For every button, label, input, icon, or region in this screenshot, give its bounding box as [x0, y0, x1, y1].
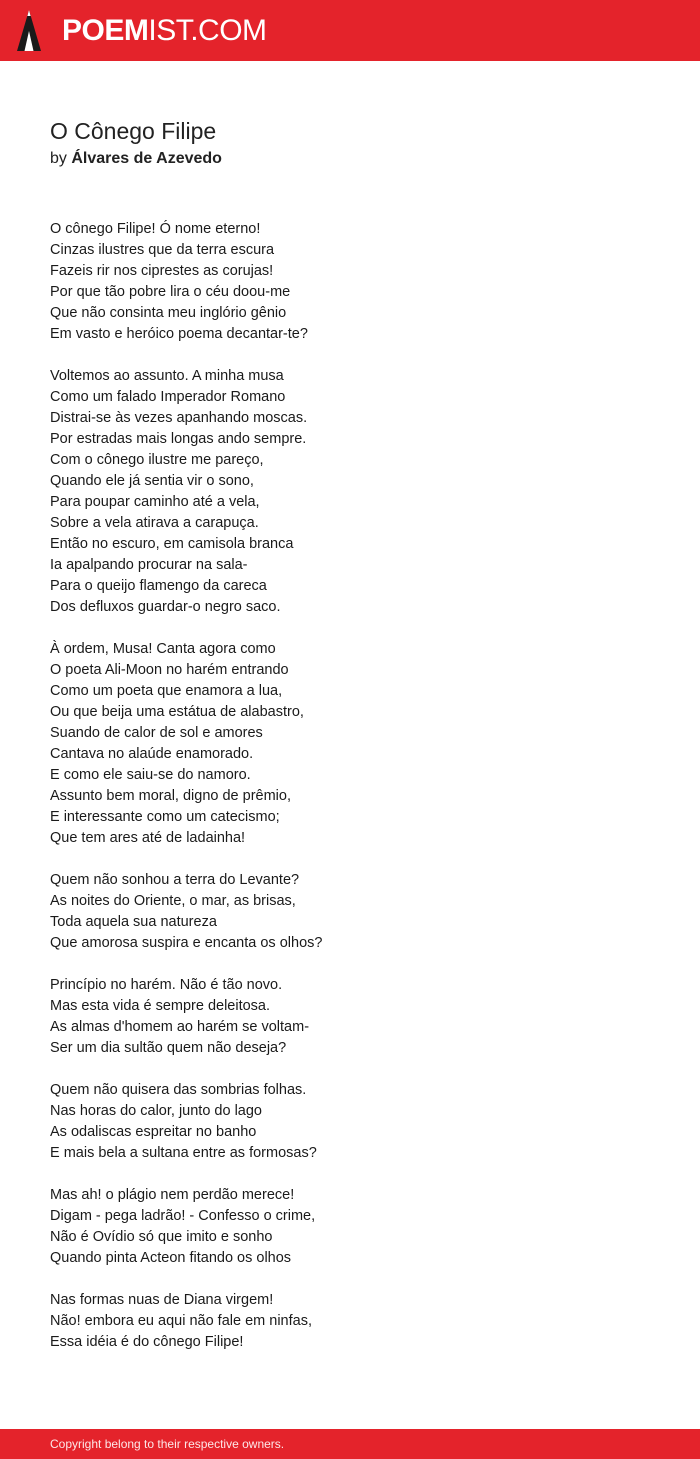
- poem-line: Quem não quisera das sombrias folhas.: [50, 1082, 307, 1098]
- poem-line: Cinzas ilustres que da terra escura: [50, 242, 275, 258]
- poem-stanza: [50, 219, 650, 345]
- poem-stanza: [50, 366, 650, 618]
- poem-line: Distrai-se às vezes apanhando moscas.: [50, 410, 308, 426]
- poem-stanza: [50, 639, 650, 849]
- poem-line: À ordem, Musa! Canta agora como: [50, 641, 276, 657]
- poem-line: As odaliscas espreitar no banho: [50, 1124, 257, 1140]
- poem-line: Mas ah! o plágio nem perdão merece!: [50, 1187, 295, 1203]
- poem-line: Em vasto e heróico poema decantar-te?: [50, 326, 308, 342]
- poem-line: Dos defluxos guardar-o negro saco.: [50, 599, 281, 615]
- poem-line: Assunto bem moral, digno de prêmio,: [50, 788, 291, 804]
- poem-line: Como um poeta que enamora a lua,: [50, 683, 283, 699]
- poem-line: As noites do Oriente, o mar, as brisas,: [50, 893, 296, 909]
- poem-line: Por estradas mais longas ando sempre.: [50, 431, 307, 447]
- poem-line: Princípio no harém. Não é tão novo.: [50, 977, 283, 993]
- copyright-notice: Copyright belong to their respective owners.: [50, 1437, 285, 1451]
- site-header: [0, 0, 700, 61]
- poem-line: Ser um dia sultão quem não deseja?: [50, 1040, 287, 1056]
- poem-line: Sobre a vela atirava a carapuça.: [50, 515, 259, 531]
- poem-byline: [50, 148, 222, 170]
- poem-line: Digam - pega ladrão! - Confesso o crime,: [50, 1208, 316, 1224]
- by-label: by: [50, 150, 67, 167]
- poem-line: Não! embora eu aqui não fale em ninfas,: [50, 1313, 312, 1329]
- poem-line: Toda aquela sua natureza: [50, 914, 217, 930]
- poem-body: [50, 219, 650, 1374]
- poem-line: As almas d'homem ao harém se voltam-: [50, 1019, 310, 1035]
- poem-line: Essa idéia é do cônego Filipe!: [50, 1334, 244, 1350]
- poem-line: E como ele saiu-se do namoro.: [50, 767, 251, 783]
- logo-wordmark-light: IST.COM: [148, 14, 267, 47]
- poem-line: Como um falado Imperador Romano: [50, 389, 286, 405]
- poem-line: Quando pinta Acteon fitando os olhos: [50, 1250, 292, 1266]
- poem-line: Nas formas nuas de Diana virgem!: [50, 1292, 274, 1308]
- logo-wordmark: [62, 16, 267, 46]
- poem-line: O cônego Filipe! Ó nome eterno!: [50, 221, 261, 237]
- poem-stanza: [50, 870, 650, 954]
- site-logo-link[interactable]: [16, 8, 267, 54]
- poem-line: Fazeis rir nos ciprestes as corujas!: [50, 263, 274, 279]
- poem-line: Quando ele já sentia vir o sono,: [50, 473, 254, 489]
- poem-line: Voltemos ao assunto. A minha musa: [50, 368, 284, 384]
- poem-line: O poeta Ali-Moon no harém entrando: [50, 662, 289, 678]
- poem-stanza: [50, 1080, 650, 1164]
- poem-line: Nas horas do calor, junto do lago: [50, 1103, 262, 1119]
- poem-stanza: [50, 1290, 650, 1353]
- logo-wordmark-bold: POEM: [62, 14, 149, 47]
- poem-line: Cantava no alaúde enamorado.: [50, 746, 254, 762]
- poem-stanza: [50, 1185, 650, 1269]
- pencil-tip-icon: [16, 9, 42, 53]
- site-footer: [0, 1429, 700, 1459]
- poem-line: Por que tão pobre lira o céu doou-me: [50, 284, 291, 300]
- poem-line: Não é Ovídio só que imito e sonho: [50, 1229, 273, 1245]
- poem-line: Para poupar caminho até a vela,: [50, 494, 260, 510]
- poem-line: Com o cônego ilustre me pareço,: [50, 452, 264, 468]
- poem-line: Suando de calor de sol e amores: [50, 725, 263, 741]
- poem-stanza: [50, 975, 650, 1059]
- poem-line: Quem não sonhou a terra do Levante?: [50, 872, 300, 888]
- poem-line: Mas esta vida é sempre deleitosa.: [50, 998, 271, 1014]
- poem-title: O Cônego Filipe: [50, 118, 217, 144]
- poem-line: Então no escuro, em camisola branca: [50, 536, 294, 552]
- poem-author: Álvares de Azevedo: [71, 150, 222, 167]
- poem-line: Que amorosa suspira e encanta os olhos?: [50, 935, 323, 951]
- poem-line: E mais bela a sultana entre as formosas?: [50, 1145, 317, 1161]
- poem-line: E interessante como um catecismo;: [50, 809, 280, 825]
- poem-line: Para o queijo flamengo da careca: [50, 578, 267, 594]
- poem-line: Que não consinta meu inglório gênio: [50, 305, 287, 321]
- poem-line: Ou que beija uma estátua de alabastro,: [50, 704, 304, 720]
- poem-line: Que tem ares até de ladainha!: [50, 830, 246, 846]
- poem-line: Ia apalpando procurar na sala-: [50, 557, 248, 573]
